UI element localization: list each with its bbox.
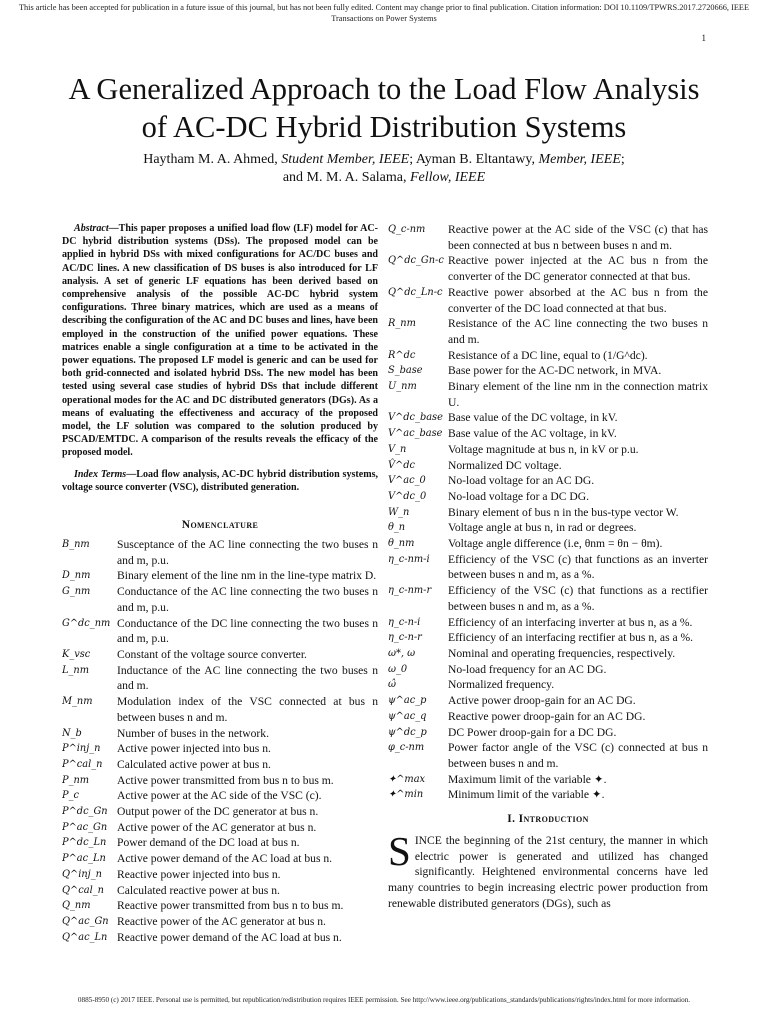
nomenclature-symbol: R_nm bbox=[388, 318, 416, 330]
nomenclature-symbol: L_nm bbox=[62, 664, 90, 676]
nomenclature-entry bbox=[62, 851, 378, 867]
nomenclature-description: Calculated reactive power at bus n. bbox=[117, 883, 280, 897]
nomenclature-symbol: V^ac_0 bbox=[388, 475, 426, 487]
nomenclature-symbol: Q_c-nm bbox=[388, 224, 426, 235]
notice-line-1: This article has been accepted for publication in a future issue of this journal, but has not been fully edited. Content may change prior to final publication. Citation information: DOI 10.1109/TPWRS.2017.2720666, IEEE bbox=[18, 3, 750, 12]
nomenclature-symbol: P^dc_Gn bbox=[62, 806, 108, 818]
nomenclature-entry bbox=[62, 820, 378, 836]
author-name: Ayman B. Eltantawy, bbox=[415, 152, 539, 167]
author-role: Member, IEEE bbox=[538, 152, 621, 167]
author-name: Haytham M. A. Ahmed, bbox=[143, 152, 282, 167]
nomenclature-entry bbox=[388, 285, 708, 316]
nomenclature-description: Output power of the DC generator at bus n. bbox=[117, 805, 319, 819]
nomenclature-entry bbox=[62, 788, 378, 804]
nomenclature-entry bbox=[62, 930, 378, 946]
nomenclature-entry bbox=[62, 835, 378, 851]
nomenclature-entry bbox=[388, 709, 708, 725]
nomenclature-description: Resistance of a DC line, equal to (1/G^dc). bbox=[448, 348, 648, 362]
nomenclature-entry bbox=[388, 693, 708, 709]
nomenclature-symbol: P^ac_Ln bbox=[62, 853, 106, 865]
nomenclature-entry bbox=[388, 583, 708, 614]
nomenclature-description: Reactive power of the AC generator at bus n. bbox=[117, 914, 326, 928]
author-role: Fellow, IEEE bbox=[409, 170, 486, 185]
nomenclature-entry bbox=[62, 773, 378, 789]
nomenclature-entry bbox=[62, 804, 378, 820]
nomenclature-description: Calculated active power at bus n. bbox=[117, 757, 271, 771]
nomenclature-description: Constant of the voltage source converter. bbox=[117, 647, 307, 661]
nomenclature-description: Active power at the AC side of the VSC (c). bbox=[117, 789, 322, 803]
nomenclature-entry bbox=[62, 883, 378, 899]
abstract bbox=[62, 222, 378, 460]
nomenclature-symbol: P^inj_n bbox=[62, 743, 101, 755]
nomenclature-entry bbox=[388, 772, 708, 788]
nomenclature-entry bbox=[388, 505, 708, 521]
nomenclature-symbol: B_nm bbox=[62, 539, 90, 551]
nomenclature-description: Base power for the AC-DC network, in MVA. bbox=[448, 364, 662, 378]
nomenclature-entry bbox=[62, 616, 378, 647]
nomenclature-entry bbox=[388, 536, 708, 552]
nomenclature-description: Minimum limit of the variable ✦. bbox=[448, 788, 605, 802]
nomenclature-description: Normalized DC voltage. bbox=[448, 458, 562, 472]
nomenclature-symbol: W_n bbox=[388, 506, 410, 518]
nomenclature-description: Active power demand of the AC load at bus n. bbox=[117, 852, 333, 866]
nomenclature-description: Reactive power droop-gain for an AC DG. bbox=[448, 709, 646, 723]
nomenclature-description: Modulation index of the VSC connected at bus n between buses n and m. bbox=[117, 695, 378, 724]
title-line-1: A Generalized Approach to the Load Flow Analysis bbox=[68, 72, 700, 106]
nomenclature-heading: Nomenclature bbox=[181, 519, 259, 532]
nomenclature-description: Binary element of bus n in the bus-type vector W. bbox=[448, 505, 679, 519]
nomenclature-symbol: V^ac_base bbox=[388, 428, 443, 440]
nomenclature-description: Reactive power absorbed at the AC bus n from the converter of the DC load connected at that bus. bbox=[448, 285, 708, 315]
nomenclature-entry bbox=[62, 568, 378, 584]
nomenclature-entry bbox=[388, 458, 708, 474]
nomenclature-entry bbox=[62, 663, 378, 694]
nomenclature-symbol: θ_nm bbox=[388, 538, 415, 550]
nomenclature-symbol: V^dc_base bbox=[388, 412, 443, 424]
nomenclature-list-right bbox=[388, 222, 708, 803]
nomenclature-symbol: K_vsc bbox=[62, 648, 91, 660]
right-column bbox=[388, 222, 708, 912]
nomenclature-symbol: ω_0 bbox=[388, 663, 408, 675]
nomenclature-entry bbox=[388, 615, 708, 631]
nomenclature-description: DC Power droop-gain for a DC DG. bbox=[448, 725, 617, 739]
nomenclature-symbol: Q^ac_Ln bbox=[62, 931, 108, 943]
nomenclature-description: Reactive power demand of the AC load at bus n. bbox=[117, 930, 342, 944]
nomenclature-entry bbox=[388, 740, 708, 771]
introduction-text bbox=[388, 828, 708, 912]
nomenclature-description: Susceptance of the AC line connecting the two buses n and m, p.u. bbox=[117, 538, 378, 567]
index-terms bbox=[62, 468, 378, 494]
page-number: 1 bbox=[701, 33, 706, 43]
nomenclature-entry bbox=[388, 552, 708, 583]
nomenclature-entry bbox=[388, 646, 708, 662]
nomenclature-entry bbox=[388, 348, 708, 364]
nomenclature-symbol: ω̂ bbox=[388, 679, 396, 691]
nomenclature-description: No-load voltage for an AC DG. bbox=[448, 474, 595, 488]
nomenclature-entry bbox=[388, 725, 708, 741]
nomenclature-symbol: V_n bbox=[388, 443, 407, 455]
nomenclature-entry bbox=[388, 677, 708, 693]
nomenclature-symbol: ✦^min bbox=[388, 789, 424, 801]
nomenclature-description: Voltage angle at bus n, in rad or degrees. bbox=[448, 521, 637, 535]
nomenclature-description: Voltage magnitude at bus n, in kV or p.u. bbox=[448, 442, 639, 456]
nomenclature-entry bbox=[388, 473, 708, 489]
nomenclature-description: Active power droop-gain for an AC DG. bbox=[448, 694, 636, 708]
author-role: Student Member, IEEE bbox=[281, 152, 410, 167]
nomenclature-description: Normalized frequency. bbox=[448, 678, 555, 692]
nomenclature-description: Active power transmitted from bus n to bus m. bbox=[117, 773, 334, 787]
author-name: and M. M. A. Salama, bbox=[282, 170, 410, 185]
nomenclature-symbol: M_nm bbox=[62, 696, 93, 708]
nomenclature-entry bbox=[62, 898, 378, 914]
nomenclature-entry bbox=[388, 316, 708, 347]
nomenclature-description: Reactive power at the AC side of the VSC (c) that has been connected at bus n between buses n and m. bbox=[448, 223, 708, 252]
title-line-2: of AC-DC Hybrid Distribution Systems bbox=[141, 110, 627, 144]
nomenclature-description: Binary element of the line nm in the line-type matrix D. bbox=[117, 569, 377, 583]
nomenclature-symbol: U_nm bbox=[388, 381, 417, 393]
nomenclature-description: No-load voltage for a DC DG. bbox=[448, 489, 590, 503]
nomenclature-symbol: P^ac_Gn bbox=[62, 821, 108, 833]
nomenclature-entry bbox=[62, 757, 378, 773]
nomenclature-entry bbox=[388, 520, 708, 536]
nomenclature-description: Voltage angle difference (i.e, θnm = θn − θm). bbox=[448, 537, 663, 551]
nomenclature-symbol: N_b bbox=[62, 727, 82, 739]
nomenclature-description: Binary element of the line nm in the connection matrix U. bbox=[448, 380, 708, 409]
introduction-heading: I. Introduction bbox=[507, 813, 589, 826]
nomenclature-description: Number of buses in the network. bbox=[117, 726, 269, 740]
publication-notice bbox=[10, 2, 758, 24]
nomenclature-entry bbox=[388, 489, 708, 505]
nomenclature-symbol: V^dc_0 bbox=[388, 490, 427, 502]
nomenclature-symbol: ω*, ω bbox=[388, 647, 416, 659]
notice-line-2: Transactions on Power Systems bbox=[331, 14, 437, 23]
nomenclature-entry bbox=[388, 662, 708, 678]
index-terms-lead: Index Terms bbox=[74, 468, 127, 480]
nomenclature-symbol: φ_c-nm bbox=[388, 742, 425, 754]
nomenclature-symbol: Q_nm bbox=[62, 900, 91, 912]
nomenclature-description: Conductance of the AC line connecting the two buses n and m, p.u. bbox=[117, 585, 378, 614]
nomenclature-description: Power factor angle of the VSC (c) connected at bus n between buses n and m. bbox=[448, 741, 708, 770]
nomenclature-description: Reactive power injected into bus n. bbox=[117, 867, 281, 881]
nomenclature-description: Inductance of the AC line connecting the two buses n and m. bbox=[117, 663, 378, 693]
nomenclature-symbol: D_nm bbox=[62, 570, 91, 582]
nomenclature-entry bbox=[62, 537, 378, 568]
abstract-lead: Abstract bbox=[74, 223, 109, 234]
author-separator: ; bbox=[620, 152, 625, 167]
nomenclature-symbol: ψ^ac_q bbox=[388, 710, 427, 722]
nomenclature-symbol: P^dc_Ln bbox=[62, 837, 107, 849]
nomenclature-description: Base value of the AC voltage, in kV. bbox=[448, 427, 617, 441]
nomenclature-description: Power demand of the DC load at bus n. bbox=[117, 836, 300, 850]
nomenclature-entry bbox=[62, 726, 378, 742]
nomenclature-entry bbox=[388, 222, 708, 253]
nomenclature-entry bbox=[388, 442, 708, 458]
nomenclature-entry bbox=[388, 379, 708, 410]
nomenclature-description: Active power injected into bus n. bbox=[117, 742, 271, 756]
nomenclature-symbol: ψ^dc_p bbox=[388, 726, 427, 738]
nomenclature-list-left bbox=[62, 537, 378, 945]
nomenclature-entry bbox=[388, 787, 708, 803]
nomenclature-symbol: S_base bbox=[388, 365, 423, 377]
nomenclature-description: Reactive power transmitted from bus n to bus m. bbox=[117, 899, 344, 913]
nomenclature-entry bbox=[388, 253, 708, 284]
nomenclature-description: Efficiency of the VSC (c) that functions as an inverter between buses n and m, as a %. bbox=[448, 552, 708, 582]
nomenclature-entry bbox=[388, 630, 708, 646]
nomenclature-symbol: η_c-nm-r bbox=[388, 585, 432, 597]
nomenclature-entry bbox=[388, 426, 708, 442]
nomenclature-entry bbox=[62, 741, 378, 757]
nomenclature-symbol: Q^dc_Ln-c bbox=[388, 286, 443, 298]
nomenclature-description: Efficiency of an interfacing rectifier at bus n, as a %. bbox=[448, 631, 694, 645]
nomenclature-symbol: Q^dc_Gn-c bbox=[388, 255, 444, 267]
nomenclature-description: Active power of the AC generator at bus n. bbox=[117, 820, 317, 834]
nomenclature-symbol: G^dc_nm bbox=[62, 617, 111, 629]
nomenclature-entry bbox=[62, 694, 378, 725]
nomenclature-symbol: P^cal_n bbox=[62, 758, 103, 770]
nomenclature-description: Efficiency of an interfacing inverter at bus n, as a %. bbox=[448, 615, 693, 629]
nomenclature-description: Conductance of the DC line connecting the two buses n and m, p.u. bbox=[117, 616, 378, 646]
nomenclature-description: Maximum limit of the variable ✦. bbox=[448, 772, 607, 786]
nomenclature-description: Reactive power injected at the AC bus n from the converter of the DC generator connected at that bus. bbox=[448, 254, 708, 284]
nomenclature-description: Nominal and operating frequencies, respectively. bbox=[448, 646, 676, 660]
introduction-body: INCE the beginning of the 21st century, the manner in which electric power is generated and utilized has changed significantly. Heightened environmental concerns have led many countries to begin increasing electric power production from renewable distributed generators (DGs), such as bbox=[388, 834, 708, 910]
nomenclature-symbol: ✦^max bbox=[388, 773, 426, 785]
copyright-footer: 0885-8950 (c) 2017 IEEE. Personal use is permitted, but republication/redistribution requires IEEE permission. See http://www.ieee.org/publications_standards/publications/rights/index.html for more information. bbox=[77, 996, 691, 1004]
nomenclature-symbol: η_c-n-r bbox=[388, 632, 422, 644]
nomenclature-symbol: P_nm bbox=[62, 774, 90, 786]
nomenclature-entry bbox=[388, 363, 708, 379]
nomenclature-symbol: R^dc bbox=[388, 349, 416, 361]
abstract-text: —This paper proposes a unified load flow (LF) model for AC-DC hybrid distribution systems (DSs). The proposed model can be applied in hybrid DSs with mixed configurations for AC/DC buses and AC/DC lines. A new classification of DS buses is also introduced for LF analysis. A set of generic LF equations has been derived based on comprehensive analysis of the possible AC-DC hybrid system configurations. Three binary matrices, which are used as a means of describing the configuration of the AC and DC buses and lines, have been employed in the construction of the unified power equations. These matrices enable a single configuration at a time to be activated in the power equations. The proposed LF model is generic and can be used for both grid-connected and isolated hybrid DSs. The new model has been tested using several case studies of hybrid DSs that include different operational modes for the AC and DC distributed generators (DGs). As a means of evaluating the effectiveness and accuracy of the proposed model, the LF solution was compared to the solution produced by PSCAD/EMTDC. A comparison of the results reveals the efficacy of the proposed model. bbox=[62, 223, 378, 459]
nomenclature-symbol: G_nm bbox=[62, 586, 91, 598]
nomenclature-symbol: V̂^dc bbox=[388, 459, 416, 471]
nomenclature-symbol: Q^inj_n bbox=[62, 868, 102, 880]
author-separator: ; bbox=[409, 152, 416, 167]
nomenclature-description: Efficiency of the VSC (c) that functions as a rectifier between buses n and m, as a %. bbox=[448, 584, 708, 613]
nomenclature-description: No-load frequency for an AC DG. bbox=[448, 662, 607, 676]
author-block bbox=[0, 151, 768, 187]
paper-title bbox=[0, 70, 768, 146]
nomenclature-symbol: θ_n bbox=[388, 522, 406, 534]
nomenclature-entry bbox=[62, 647, 378, 663]
nomenclature-entry bbox=[388, 410, 708, 426]
nomenclature-symbol: ψ^ac_p bbox=[388, 695, 427, 707]
nomenclature-description: Resistance of the AC line connecting the two buses n and m. bbox=[448, 317, 708, 346]
nomenclature-symbol: η_c-n-i bbox=[388, 616, 421, 628]
drop-cap: S bbox=[388, 828, 411, 875]
nomenclature-symbol: P_c bbox=[62, 790, 79, 802]
nomenclature-symbol: η_c-nm-i bbox=[388, 553, 430, 565]
nomenclature-entry bbox=[62, 584, 378, 615]
nomenclature-symbol: Q^cal_n bbox=[62, 884, 104, 896]
nomenclature-symbol: Q^ac_Gn bbox=[62, 915, 109, 927]
nomenclature-description: Base value of the DC voltage, in kV. bbox=[448, 411, 618, 425]
nomenclature-entry bbox=[62, 914, 378, 930]
nomenclature-entry bbox=[62, 867, 378, 883]
left-column bbox=[62, 222, 378, 945]
index-terms-text: —Load flow analysis, AC-DC hybrid distribution systems, voltage source converter (VSC), distributed generation. bbox=[62, 468, 378, 493]
